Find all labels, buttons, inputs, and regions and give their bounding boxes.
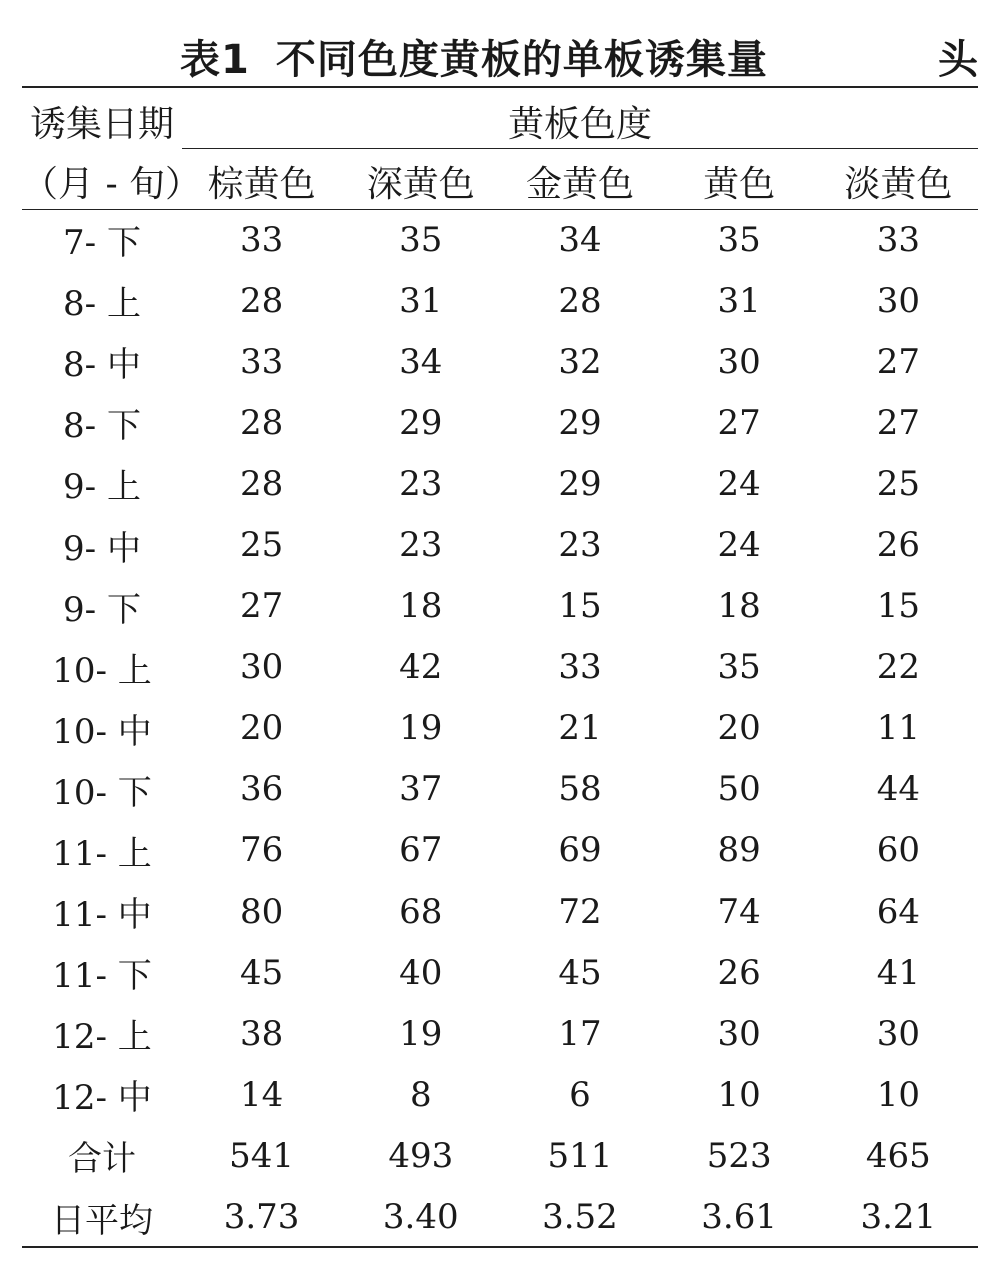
row-label: 9- 下	[63, 589, 141, 630]
table-unit: 头	[938, 37, 978, 83]
table-cell: 37	[399, 769, 443, 810]
table-row	[22, 881, 978, 942]
row-label: 9- 中	[63, 528, 141, 569]
table-cell: 36	[239, 769, 284, 810]
table-row	[22, 637, 978, 698]
column-header: 深黄色	[366, 164, 475, 205]
table-cell: 465	[865, 1135, 931, 1176]
table-cell: 26	[876, 525, 920, 566]
table-cell: 35	[717, 647, 761, 688]
table-cell: 27	[717, 402, 761, 443]
table-body	[22, 209, 978, 1248]
table-cell: 35	[717, 219, 761, 260]
table-cell: 32	[558, 341, 602, 382]
table-row	[22, 759, 978, 820]
column-header: 金黄色	[525, 164, 634, 205]
row-label: 11- 中	[52, 895, 152, 936]
table-cell: 67	[399, 830, 443, 871]
table-cell: 23	[399, 463, 443, 504]
table-cell: 23	[558, 525, 602, 566]
table-cell: 33	[876, 219, 920, 260]
table-cell: 30	[876, 1013, 920, 1054]
table-cell: 18	[717, 586, 761, 627]
row-label: 12- 中	[52, 1078, 152, 1119]
table-cell: 24	[717, 525, 761, 566]
table-cell: 23	[399, 525, 443, 566]
table-cell: 26	[717, 952, 761, 993]
subheader-rule	[182, 148, 978, 149]
table-cell: 30	[239, 647, 284, 688]
column-header: 黄色	[703, 164, 776, 205]
row-label: 9- 上	[63, 467, 141, 508]
row-label: 8- 上	[63, 284, 141, 325]
table-cell: 80	[239, 891, 284, 932]
row-label: 7- 下	[63, 223, 141, 264]
table-cell: 29	[399, 402, 443, 443]
column-header: 淡黄色	[844, 164, 953, 205]
top-rule	[22, 86, 978, 88]
table-cell: 34	[399, 341, 443, 382]
table-cell: 29	[558, 402, 602, 443]
row-label: 日平均	[51, 1200, 153, 1241]
table-cell: 45	[239, 952, 284, 993]
table-row	[22, 576, 978, 637]
table-cell: 41	[876, 952, 920, 993]
table-cell: 72	[558, 891, 602, 932]
table-row	[22, 270, 978, 331]
table-cell: 30	[717, 341, 761, 382]
column-headers	[182, 156, 978, 207]
table-cell: 3.21	[860, 1197, 937, 1238]
table-row	[22, 698, 978, 759]
table-cell: 76	[239, 830, 284, 871]
table-cell: 60	[876, 830, 920, 871]
table-cell: 74	[717, 891, 761, 932]
table-cell: 64	[876, 891, 920, 932]
table-caption	[0, 22, 1008, 83]
table-cell: 45	[558, 952, 602, 993]
table-cell: 40	[399, 952, 443, 993]
table-row	[22, 942, 978, 1003]
table-cell: 6	[569, 1074, 591, 1115]
table-cell: 14	[239, 1074, 284, 1115]
table-cell: 25	[239, 525, 284, 566]
table-cell: 20	[717, 708, 761, 749]
row-label: 8- 下	[63, 406, 141, 447]
table-cell: 19	[399, 1013, 443, 1054]
table-cell: 28	[239, 280, 284, 321]
table-cell: 541	[229, 1135, 295, 1176]
table-cell: 19	[399, 708, 443, 749]
table-cell: 34	[558, 219, 602, 260]
table-cell: 3.40	[382, 1197, 459, 1238]
table-cell: 30	[717, 1013, 761, 1054]
table-cell: 17	[558, 1013, 602, 1054]
table-cell: 24	[717, 463, 761, 504]
table-cell: 493	[388, 1135, 454, 1176]
table-cell: 11	[876, 708, 920, 749]
table-cell: 38	[239, 1013, 284, 1054]
table-cell: 33	[239, 341, 284, 382]
table-cell: 68	[399, 891, 443, 932]
table-title-text: 不同色度黄板的单板诱集量	[275, 37, 768, 83]
table-cell: 3.61	[701, 1197, 777, 1238]
table-cell: 42	[399, 647, 443, 688]
table-cell: 33	[239, 219, 284, 260]
date-header-line1: 诱集日期	[29, 104, 174, 145]
table-cell: 29	[558, 463, 602, 504]
table-cell: 15	[558, 586, 602, 627]
table-cell: 22	[876, 647, 920, 688]
table-row	[22, 1125, 978, 1186]
table-row	[22, 1003, 978, 1064]
table-cell: 44	[876, 769, 920, 810]
column-header: 棕黄色	[207, 164, 316, 205]
table-cell: 33	[558, 647, 602, 688]
row-label: 11- 下	[52, 956, 152, 997]
table-cell: 8	[409, 1074, 432, 1115]
row-label: 11- 上	[52, 833, 152, 874]
table-cell: 10	[717, 1074, 761, 1115]
table-cell: 31	[717, 280, 761, 321]
color-group-header: 黄板色度	[507, 104, 652, 145]
table-number: 表1	[180, 37, 250, 83]
table-cell: 28	[239, 402, 284, 443]
table-cell: 511	[547, 1135, 613, 1176]
table-row	[22, 392, 978, 453]
date-header-line2: （月 - 旬）	[22, 164, 202, 205]
row-label: 合计	[68, 1139, 136, 1180]
table-cell: 30	[876, 280, 920, 321]
table-title	[180, 28, 768, 85]
table-cell: 69	[558, 830, 602, 871]
table-row	[22, 820, 978, 881]
table-cell: 50	[717, 769, 761, 810]
table-cell: 3.73	[223, 1197, 300, 1238]
table-cell: 27	[876, 341, 920, 382]
table-cell: 27	[876, 402, 920, 443]
table-cell: 28	[558, 280, 602, 321]
table-row	[22, 514, 978, 575]
table-cell: 31	[399, 280, 443, 321]
table-cell: 21	[558, 708, 602, 749]
table-row	[22, 331, 978, 392]
table-cell: 20	[239, 708, 284, 749]
table-row	[22, 453, 978, 514]
table-cell: 3.52	[542, 1197, 618, 1238]
table-cell: 27	[239, 586, 284, 627]
table-row	[22, 1064, 978, 1125]
table-cell: 28	[239, 463, 284, 504]
table-cell: 25	[876, 463, 920, 504]
table-cell: 35	[399, 219, 443, 260]
table-row	[22, 1187, 978, 1248]
table-cell: 523	[706, 1135, 772, 1176]
row-label: 10- 上	[52, 650, 152, 691]
table-cell: 18	[399, 586, 443, 627]
table-cell: 15	[876, 586, 920, 627]
row-label: 10- 中	[52, 711, 152, 752]
table-cell: 10	[876, 1074, 920, 1115]
row-label: 12- 上	[52, 1017, 152, 1058]
table-cell: 89	[717, 830, 761, 871]
row-label: 8- 中	[63, 345, 141, 386]
table-cell: 58	[558, 769, 602, 810]
table-row	[22, 209, 978, 270]
row-label: 10- 下	[52, 772, 152, 813]
